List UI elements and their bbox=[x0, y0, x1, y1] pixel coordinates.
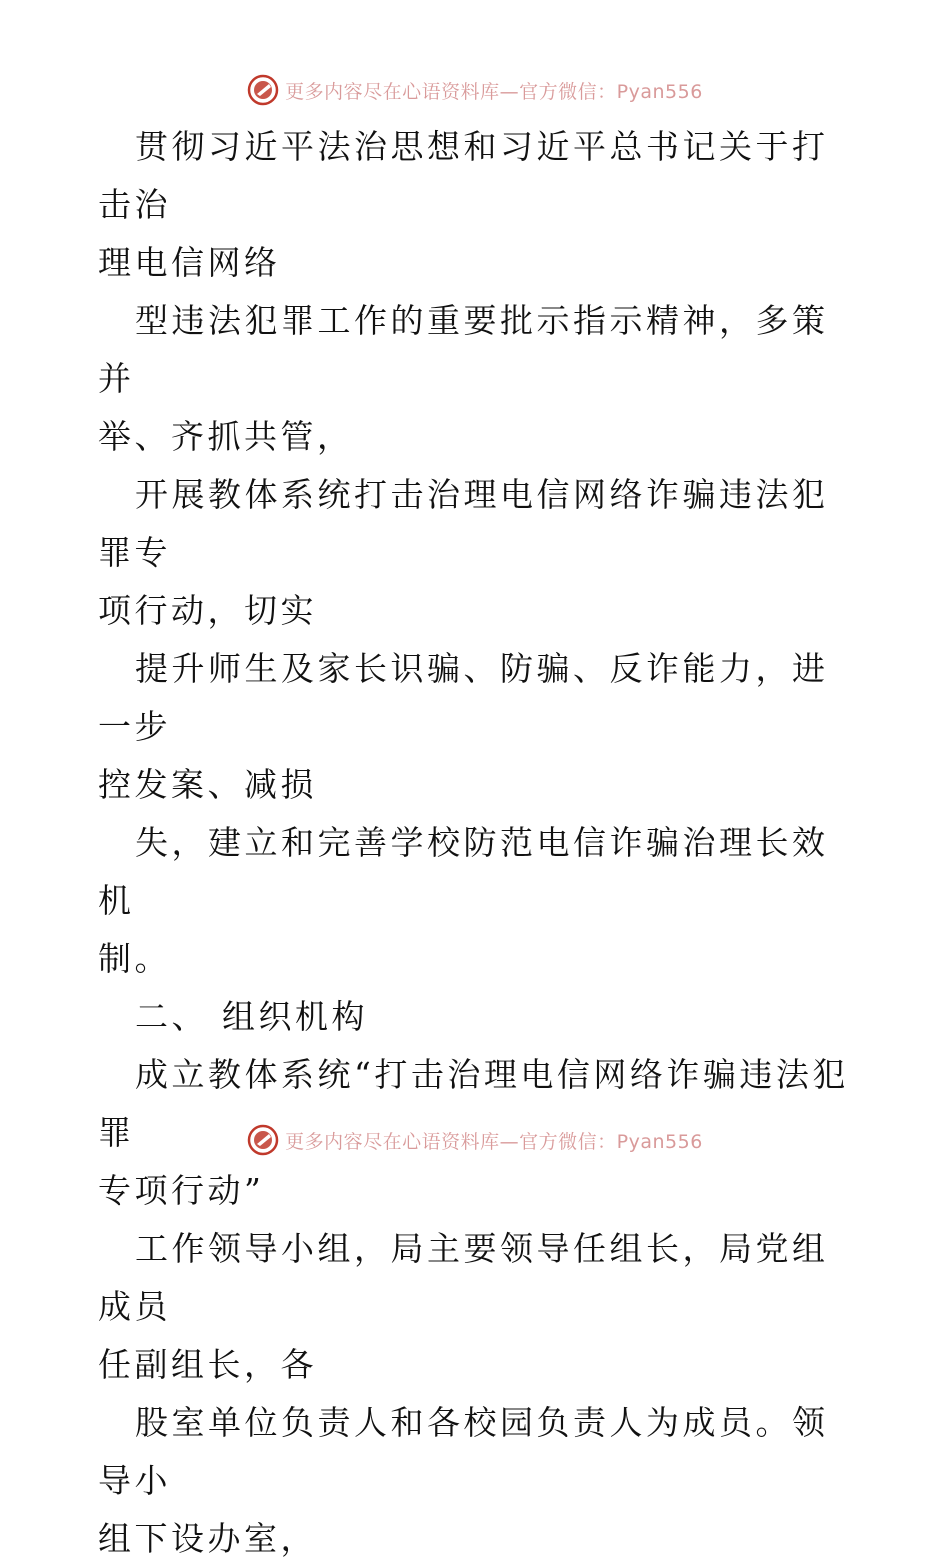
section-heading bbox=[98, 988, 858, 1046]
paragraph-line: 任副组长，各 bbox=[98, 1345, 317, 1384]
section-heading-text: 二、 组织机构 bbox=[135, 997, 368, 1036]
red-seal-logo-icon bbox=[247, 1124, 279, 1156]
paragraph-line: 提升师生及家长识骗、防骗、反诈能力，进一步 bbox=[98, 649, 829, 746]
paragraph bbox=[98, 1220, 858, 1394]
paragraph-line: 工作领导小组，局主要领导任组长，局党组成员 bbox=[98, 1229, 829, 1326]
paragraph-line: 成立教体系统“打击治理电信网络诈骗违法犯罪 bbox=[98, 1055, 849, 1152]
paragraph-line: 失，建立和完善学校防范电信诈骗治理长效机 bbox=[98, 823, 829, 920]
paragraph-line: 组下设办室， bbox=[98, 1519, 317, 1558]
watermark-text: 更多内容尽在心语资料库—官方微信：Pyan556 bbox=[285, 80, 703, 103]
paragraph-line: 项行动，切实 bbox=[98, 591, 317, 630]
paragraph-line: 专项行动” bbox=[98, 1171, 265, 1210]
paragraph-line: 股室单位负责人和各校园负责人为成员。领导小 bbox=[98, 1403, 829, 1500]
paragraph-line: 制。 bbox=[98, 939, 171, 978]
paragraph bbox=[98, 640, 858, 814]
paragraph bbox=[98, 1394, 858, 1568]
paragraph-line: 控发案、减损 bbox=[98, 765, 317, 804]
paragraph bbox=[98, 118, 858, 292]
paragraph-line: 举、齐抓共管， bbox=[98, 417, 354, 456]
red-seal-logo-icon bbox=[247, 74, 279, 106]
document-body bbox=[98, 118, 858, 1568]
paragraph bbox=[98, 814, 858, 988]
header-watermark bbox=[0, 70, 950, 110]
paragraph-line: 贯彻习近平法治思想和习近平总书记关于打击治 bbox=[98, 127, 829, 224]
watermark-text: 更多内容尽在心语资料库—官方微信：Pyan556 bbox=[285, 1130, 703, 1153]
paragraph-line: 型违法犯罪工作的重要批示指示精神，多策并 bbox=[98, 301, 829, 398]
paragraph bbox=[98, 466, 858, 640]
paragraph bbox=[98, 292, 858, 466]
paragraph-line: 开展教体系统打击治理电信网络诈骗违法犯罪专 bbox=[98, 475, 829, 572]
footer-watermark bbox=[0, 1120, 950, 1160]
paragraph-line: 理电信网络 bbox=[98, 243, 281, 282]
